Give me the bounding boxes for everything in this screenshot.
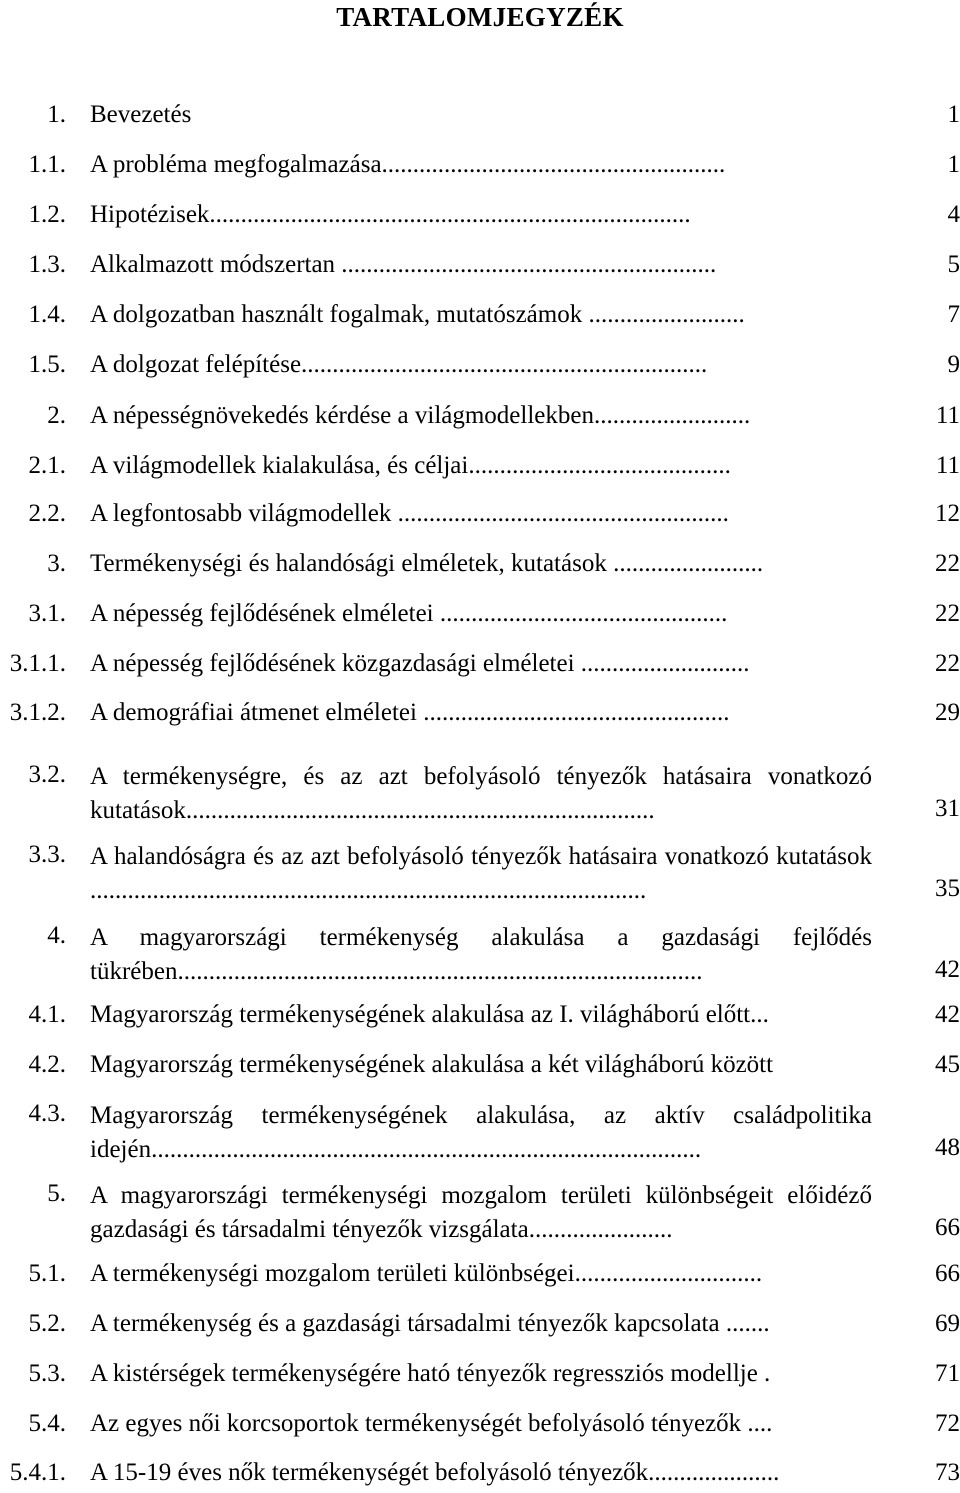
toc-entry-page: 72 xyxy=(935,1410,960,1437)
toc-entry-page: 42 xyxy=(935,956,960,983)
toc-entry-number: 5.3. xyxy=(28,1360,66,1387)
toc-entry-title: Hipotézisek............................................................................. xyxy=(90,201,691,228)
toc-entry-title: A 15-19 éves nők termékenységét befolyásoló tényezők..................... xyxy=(90,1459,780,1486)
toc-entry[interactable] xyxy=(0,1259,960,1293)
toc-entry-title: A halandóságra és az azt befolyásoló tényezők hatásaira vonatkozó kutatások ......................................................................................... xyxy=(90,843,872,904)
toc-entry-title: A termékenységi mozgalom területi különbségei.............................. xyxy=(90,1260,763,1287)
toc-entry-page: 5 xyxy=(947,251,960,278)
toc-entry-number: 1.2. xyxy=(28,201,66,228)
toc-entry-title: Bevezetés xyxy=(90,101,192,128)
toc-entry-page: 4 xyxy=(947,201,960,228)
toc-entry-number: 2. xyxy=(47,402,66,429)
toc-entry-number: 3.1.2. xyxy=(9,699,66,726)
toc-entry-page: 9 xyxy=(947,351,960,378)
toc-entry[interactable] xyxy=(0,649,960,683)
toc-entry-page: 1 xyxy=(947,101,960,128)
toc-entry[interactable] xyxy=(0,499,960,533)
toc-entry-title: Magyarország termékenységének alakulása, az aktív családpolitika idején........................................................................................ xyxy=(90,1102,872,1163)
toc-entry[interactable] xyxy=(0,1050,960,1084)
toc-entry-page: 11 xyxy=(935,452,960,479)
toc-entry[interactable] xyxy=(0,1458,960,1492)
toc-entry-number: 5.1. xyxy=(28,1260,66,1287)
toc-entry[interactable] xyxy=(0,150,960,184)
toc-entry[interactable] xyxy=(0,760,960,826)
toc-entry-title: A dolgozat felépítése................................................................. xyxy=(90,351,708,378)
toc-entry[interactable] xyxy=(0,350,960,384)
toc-entry[interactable] xyxy=(0,698,960,732)
toc-entry-title: Termékenységi és halandósági elméletek, kutatások ........................ xyxy=(90,550,764,577)
toc-entry-number: 4.1. xyxy=(28,1001,66,1028)
toc-entry-title: A népesség fejlődésének elméletei .............................................. xyxy=(90,600,728,627)
toc-entry-page: 7 xyxy=(947,301,960,328)
toc-entry[interactable] xyxy=(0,300,960,334)
toc-entry[interactable] xyxy=(0,599,960,633)
toc-entry-title: Magyarország termékenységének alakulása a két világháború között xyxy=(90,1051,774,1078)
toc-entry-page: 12 xyxy=(935,500,960,527)
toc-entry-number: 4. xyxy=(47,922,66,949)
toc-entry[interactable] xyxy=(0,840,960,906)
toc-entry-title: A világmodellek kialakulása, és céljai.......................................... xyxy=(90,452,731,479)
toc-entry-number: 1.5. xyxy=(28,351,66,378)
toc-entry-title: A kistérségek termékenységére ható tényezők regressziós modellje . xyxy=(90,1360,771,1387)
toc-entry-title: A termékenység és a gazdasági társadalmi tényezők kapcsolata ....... xyxy=(90,1310,770,1337)
toc-entry-title: A népesség fejlődésének közgazdasági elméletei ........................... xyxy=(90,650,750,677)
toc-entry-page: 69 xyxy=(935,1310,960,1337)
toc-entry[interactable] xyxy=(0,1000,960,1034)
toc-entry[interactable] xyxy=(0,549,960,583)
toc-entry-page: 31 xyxy=(935,795,960,822)
toc-entry[interactable] xyxy=(0,100,960,134)
toc-entry[interactable] xyxy=(0,451,960,485)
toc-entry-title: A népességnövekedés kérdése a világmodellekben......................... xyxy=(90,402,751,429)
toc-entry-page: 29 xyxy=(935,699,960,726)
toc-entry-title: A dolgozatban használt fogalmak, mutatószámok ......................... xyxy=(90,301,745,328)
toc-entry-number: 3.1.1. xyxy=(9,650,66,677)
toc-entry[interactable] xyxy=(0,921,960,987)
toc-entry-title: A demográfiai átmenet elméletei ................................................. xyxy=(90,699,730,726)
toc-entry[interactable] xyxy=(0,1359,960,1393)
toc-entry-title: A magyarországi termékenységi mozgalom területi különbségeit előidéző gazdasági és társadalmi tényezők vizsgálata....................... xyxy=(90,1182,872,1243)
toc-entry-title: A legfontosabb világmodellek ..................................................... xyxy=(90,500,729,527)
toc-entry-number: 4.3. xyxy=(28,1100,66,1127)
toc-entry-page: 22 xyxy=(935,550,960,577)
page-title: TARTALOMJEGYZÉK xyxy=(336,2,624,32)
toc-entry-number: 3.1. xyxy=(28,600,66,627)
toc-entry-number: 3.2. xyxy=(28,761,66,788)
toc-entry-number: 5.4.1. xyxy=(9,1459,66,1486)
toc-entry-page: 1 xyxy=(947,151,960,178)
toc-entry-number: 1.4. xyxy=(28,301,66,328)
toc-entry-page: 66 xyxy=(935,1214,960,1241)
toc-entry-page: 71 xyxy=(935,1360,960,1387)
toc-entry[interactable] xyxy=(0,1409,960,1443)
toc-entry-page: 35 xyxy=(935,875,960,902)
toc-entry-title: A magyarországi termékenység alakulása a gazdasági fejlődés tükrében.................................................................................... xyxy=(90,924,872,985)
toc-entry-page: 45 xyxy=(935,1051,960,1078)
toc-entry-title: Az egyes női korcsoportok termékenységét befolyásoló tényezők .... xyxy=(90,1410,773,1437)
toc-entry-title: A termékenységre, és az azt befolyásoló tényezők hatásaira vonatkozó kutatások........................................................................... xyxy=(90,763,872,824)
toc-entry-page: 22 xyxy=(935,650,960,677)
toc-entry-number: 1.3. xyxy=(28,251,66,278)
toc-entry-page: 11 xyxy=(935,402,960,429)
toc-entry-number: 5. xyxy=(47,1180,66,1207)
toc-entry-number: 3. xyxy=(47,550,66,577)
toc-entry-page: 73 xyxy=(935,1459,960,1486)
toc-entry[interactable] xyxy=(0,250,960,284)
toc-entry-number: 4.2. xyxy=(28,1051,66,1078)
toc-entry-title: Magyarország termékenységének alakulása az I. világháború előtt... xyxy=(90,1001,769,1028)
toc-entry[interactable] xyxy=(0,1179,960,1245)
toc-entry-page: 48 xyxy=(935,1134,960,1161)
toc-entry[interactable] xyxy=(0,1099,960,1165)
toc-entry-page: 42 xyxy=(935,1001,960,1028)
toc-entry-title: A probléma megfogalmazása....................................................... xyxy=(90,151,726,178)
toc-entry-number: 1.1. xyxy=(28,151,66,178)
toc-entry-page: 66 xyxy=(935,1260,960,1287)
toc-entry-number: 1. xyxy=(47,101,66,128)
toc-entry-number: 2.2. xyxy=(28,500,66,527)
toc-entry-number: 5.4. xyxy=(28,1410,66,1437)
toc-entry-page: 22 xyxy=(935,600,960,627)
toc-entry-number: 3.3. xyxy=(28,841,66,868)
toc-entry[interactable] xyxy=(0,401,960,435)
toc-entry-number: 5.2. xyxy=(28,1310,66,1337)
toc-entry-title: Alkalmazott módszertan ............................................................ xyxy=(90,251,717,278)
toc-entry[interactable] xyxy=(0,1309,960,1343)
toc-entry[interactable] xyxy=(0,200,960,234)
toc-entry-number: 2.1. xyxy=(28,452,66,479)
